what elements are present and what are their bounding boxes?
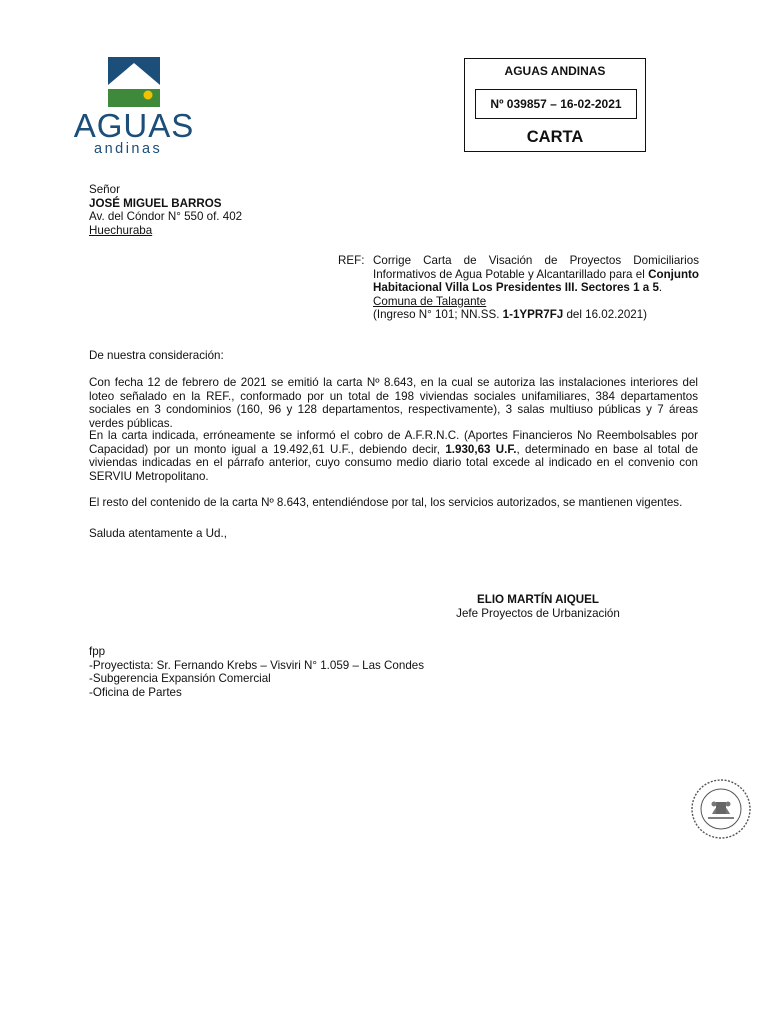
paragraph-1: Con fecha 12 de febrero de 2021 se emitió la carta Nº 8.643, en la cual se autoriza las instalaciones interiores del loteo señalado en la REF., conformado por un total de 198 viviendas sociales unifamiliares, 384 departamentos sociales en 3 condominios (160, 96 y 128 departamentos, respectivamente), 3 salas multiuso públicas y 7 áreas verdes públicas. <box>89 376 698 430</box>
mountain-logo-icon <box>68 55 200 111</box>
paragraph-2-text-b: , determinado en base al total de viviendas indicadas en el párrafo anterior, cuyo consumo medio diario total excede al indicado en el convenio con SERVIU Metropolitano. <box>89 442 699 483</box>
official-seal <box>690 778 752 840</box>
recipient-name: JOSÉ MIGUEL BARROS <box>89 196 222 210</box>
recipient-address: Av. del Cóndor N° 550 of. 402 <box>89 210 243 223</box>
ref-text-end: . <box>658 281 663 294</box>
greeting: De nuestra consideración: <box>89 349 224 362</box>
copy-item: -Oficina de Partes <box>89 685 182 699</box>
ref-ingreso-code: 1-1YPR7FJ <box>502 308 564 321</box>
header-doc-type: CARTA <box>526 128 584 146</box>
company-logo <box>68 55 200 159</box>
paragraph-3: El resto del contenido de la carta Nº 8.643, entendiéndose por tal, los servicios autorizados, se mantienen vigentes. <box>89 496 683 509</box>
header-number-date: Nº 039857 – 16-02-2021 <box>475 89 637 119</box>
ref-comuna: Comuna de Talagante <box>373 294 487 308</box>
ref-label: REF: <box>338 254 365 267</box>
ref-project-name: Conjunto Habitacional Villa Los Presidentes III. Sectores 1 a 5 <box>373 267 699 294</box>
recipient-salutation: Señor <box>89 183 120 196</box>
logo-word: AGUAS <box>73 107 195 144</box>
copy-item: -Subgerencia Expansión Comercial <box>89 672 271 685</box>
paragraph-2 <box>89 429 698 483</box>
signatory-name: ELIO MARTÍN AIQUEL <box>477 593 599 606</box>
logo-subword: andinas <box>94 141 163 157</box>
ref-text: Corrige Carta de Visación de Proyectos Domiciliarios Informativos de Agua Potable y Alcantarillado para el <box>373 254 699 281</box>
ref-body <box>373 254 699 322</box>
paragraph-2-text-a: En la carta indicada, erróneamente se informó el cobro de A.F.R.N.C. (Aportes Financieros No Reembolsables por Capacidad) por un monto igual a 19.492,61 U.F., debiendo decir, <box>89 429 698 456</box>
recipient-block <box>89 183 389 237</box>
ref-ingreso: (Ingreso N° 101; NN.SS. <box>373 308 503 321</box>
copy-list <box>89 645 489 699</box>
ref-ingreso-date: del 16.02.2021) <box>563 308 648 321</box>
header-company: AGUAS ANDINAS <box>504 64 606 78</box>
document-header-box <box>464 58 646 152</box>
paragraph-2-amount: 1.930,63 U.F. <box>445 442 517 456</box>
copy-initials: fpp <box>89 645 106 658</box>
copy-item: -Proyectista: Sr. Fernando Krebs – Visviri N° 1.059 – Las Condes <box>89 658 425 672</box>
recipient-city: Huechuraba <box>89 223 153 237</box>
signatory-title: Jefe Proyectos de Urbanización <box>456 607 620 620</box>
closing: Saluda atentamente a Ud., <box>89 527 227 540</box>
seal-icon <box>690 778 752 840</box>
